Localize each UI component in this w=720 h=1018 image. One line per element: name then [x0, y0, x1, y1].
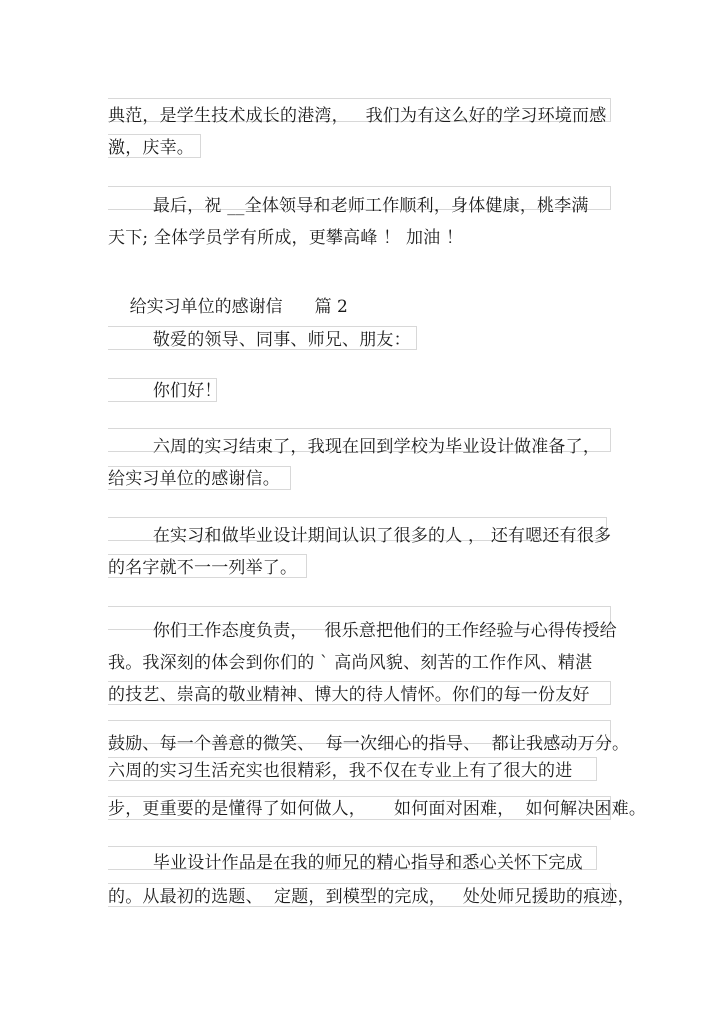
text-line: 步，更重要的是懂得了如何做人， 如何面对困难， 如何解决困难。	[108, 799, 647, 819]
text-line: 最后，祝 __全体领导和老师工作顺利，身体健康，桃李满	[108, 196, 589, 216]
text-line: 鼓励、每一个善意的微笑、 每一次细心的指导、 都让我感动万分。	[108, 734, 630, 754]
heading-title: 给实习单位的感谢信	[129, 297, 283, 317]
text-line: 在实习和做毕业设计期间认识了很多的人 ， 还有嗯还有很多	[108, 526, 612, 546]
text-line: 你们好！	[108, 381, 222, 401]
heading-part: 篇 2	[314, 297, 348, 317]
text-line: 六周的实习生活充实也很精彩，我不仅在专业上有了很大的进	[108, 761, 573, 781]
text-line: 敬爱的领导、同事、师兄、朋友：	[108, 330, 411, 350]
text-line: 你们工作态度负责， 很乐意把他们的工作经验与心得传授给	[108, 621, 617, 641]
text-line: 给实习单位的感谢信。	[108, 469, 280, 489]
text-line: 天下; 全体学员学有所成，更攀高峰 ！ 加油 ！	[108, 228, 464, 248]
text-line: 激，庆幸。	[108, 138, 194, 158]
text-line: 的技艺、崇高的敬业精神、博大的待人情怀。你们的每一份友好	[108, 685, 590, 705]
text-line: 的名字就不一一列举了。	[108, 558, 298, 578]
text-line: 我。我深刻的体会到你们的 ` 高尚风貌、刻苦的工作作风、精湛	[108, 653, 593, 673]
text-line: 典范，是学生技术成长的港湾， 我们为有这么好的学习环境而感	[108, 106, 607, 126]
text-line: 六周的实习结束了，我现在回到学校为毕业设计做准备了，	[108, 437, 601, 457]
text-line: 的。从最初的选题、 定题，到模型的完成， 处处师兄援助的痕迹，	[108, 887, 635, 907]
section-heading	[108, 277, 348, 337]
text-line: 毕业设计作品是在我的师兄的精心指导和悉心关怀下完成	[108, 853, 583, 873]
